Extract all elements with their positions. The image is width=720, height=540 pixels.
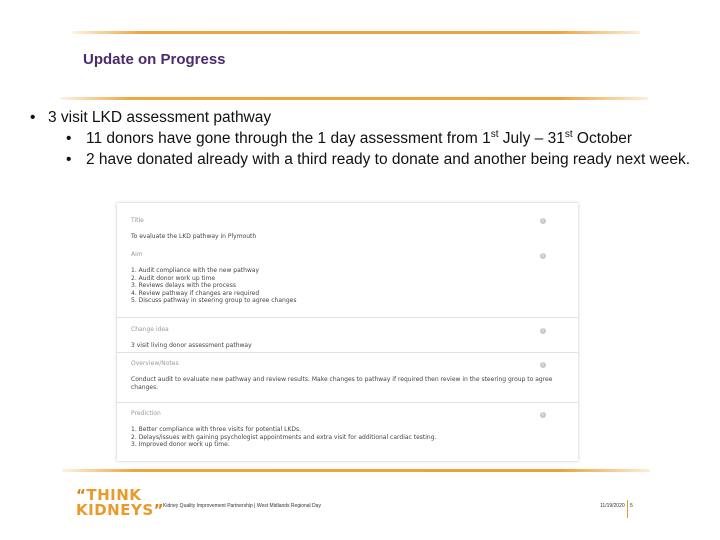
sub-bullet-item <box>30 128 700 149</box>
section-divider <box>117 402 578 403</box>
pdsa-form-screenshot <box>117 203 578 461</box>
sub-bullet-text: 2 have donated already with a third ready to donate and another being ready next week. <box>86 151 691 168</box>
list-item: 5. Discuss pathway in steering group to agree changes <box>131 297 297 304</box>
decorative-brush-stroke-bottom <box>62 469 650 472</box>
info-icon[interactable]: i <box>540 412 546 418</box>
section-divider <box>117 352 578 353</box>
list-item: 2. Audit donor work up time <box>131 274 216 282</box>
footer-text: Kidney Quality Improvement Partnership | West Midlands Regional Day <box>163 503 321 509</box>
field-value: 3 visit living donor assessment pathway <box>131 342 252 349</box>
sub-bullet-text: 11 donors have gone through the 1 day assessment from 1st July – 31st October <box>86 129 633 147</box>
think-kidneys-logo: “THINK KIDNEYS” <box>76 486 164 519</box>
field-label: Title <box>131 217 144 224</box>
bullet-marker: • <box>66 130 72 147</box>
field-label: Prediction <box>131 410 161 417</box>
form-section-aim <box>131 251 563 305</box>
form-section-change-idea <box>131 326 563 350</box>
page-number: 5 <box>630 503 633 509</box>
list-item: 3. Improved donor work up time. <box>131 441 230 448</box>
decorative-brush-stroke-middle <box>60 97 648 100</box>
prediction-list <box>131 426 563 449</box>
bullet-marker: • <box>66 151 72 168</box>
slide-title: Update on Progress <box>83 51 226 68</box>
field-label: Overview/Notes <box>131 360 179 367</box>
list-item: 3. Reviews delays with the process <box>131 282 236 289</box>
sub-bullet-item <box>30 149 700 170</box>
info-icon[interactable]: i <box>540 362 546 368</box>
decorative-brush-stroke-top <box>72 31 640 34</box>
field-label: Change idea <box>131 326 169 333</box>
field-value: Conduct audit to evaluate new pathway and review results. Make changes to pathway if required then review in the steering group to agree changes. <box>131 376 553 391</box>
field-value: To evaluate the LKD pathway in Plymouth <box>131 233 257 240</box>
footer-date: 11/19/2020 <box>600 503 625 509</box>
form-section-title <box>131 217 563 241</box>
bullet-marker: • <box>30 109 36 126</box>
info-icon[interactable]: i <box>540 218 546 224</box>
list-item: 2. Delays/issues with gaining psychologist appointments and extra visit for additional cardiac testing. <box>131 433 437 441</box>
list-item: 4. Review pathway if changes are required <box>131 289 260 297</box>
bullet-text: 3 visit LKD assessment pathway <box>48 109 272 126</box>
bullet-item <box>30 107 700 128</box>
aim-list <box>131 267 563 305</box>
info-icon[interactable]: i <box>540 328 546 334</box>
list-item: 1. Better compliance with three visits for potential LKDs. <box>131 426 302 433</box>
list-item: 1. Audit compliance with the new pathway <box>131 267 260 274</box>
form-section-prediction <box>131 410 563 449</box>
form-section-overview <box>131 360 563 391</box>
bullet-list <box>30 107 700 170</box>
footer-separator <box>627 500 628 518</box>
section-divider <box>117 317 578 318</box>
info-icon[interactable]: i <box>540 253 546 259</box>
field-label: Aim <box>131 251 143 258</box>
